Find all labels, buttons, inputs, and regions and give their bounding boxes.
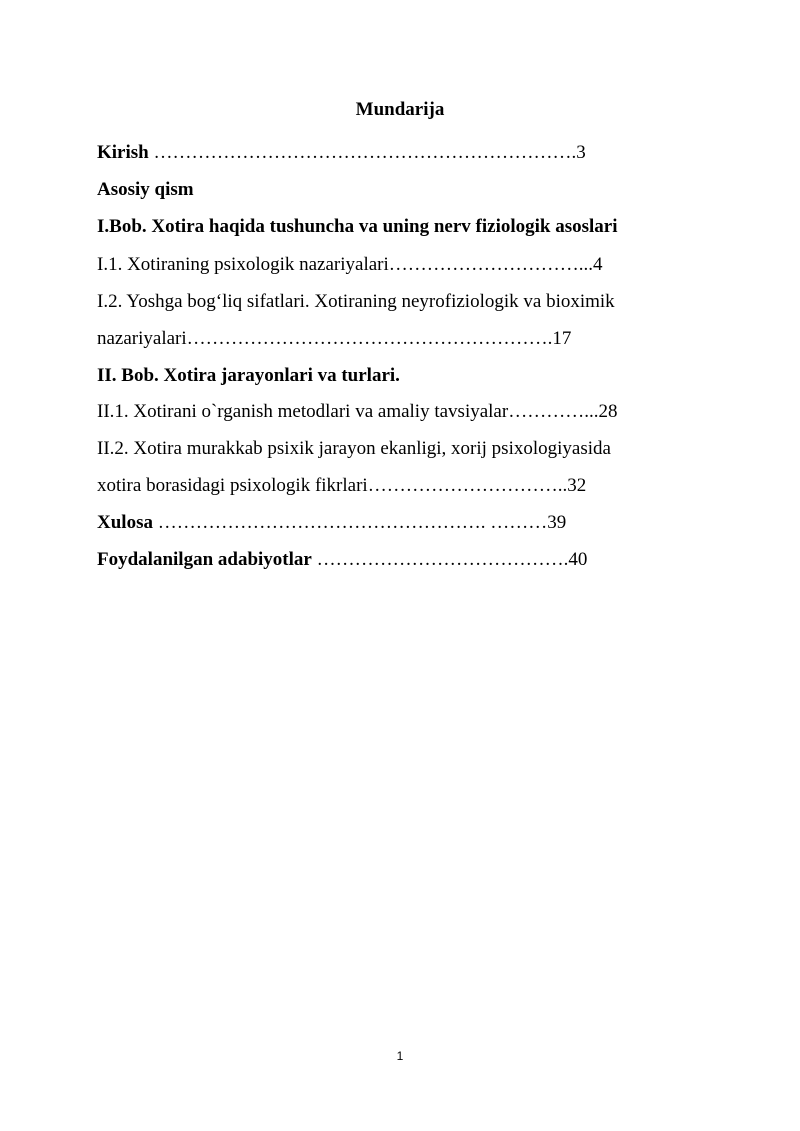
- toc-entry-chapter-1: [97, 215, 618, 239]
- toc-entry-foydalanilgan-adabiyotlar: [97, 548, 587, 572]
- toc-entry-label: Foydalanilgan adabiyotlar: [97, 549, 312, 570]
- toc-entry-label: II.1. Xotirani o`rganish metodlari va amaliy tavsiyalar: [97, 401, 509, 422]
- toc-entry-kirish: [97, 141, 586, 165]
- page-number: 1: [396, 1049, 404, 1063]
- toc-entry-xulosa: [97, 511, 566, 535]
- toc-entry-leader: ………………………………………………………….3: [148, 142, 586, 163]
- toc-entry-label: Asosiy qism: [97, 179, 194, 200]
- toc-entry-label: I.1. Xotiraning psixologik nazariyalari: [97, 254, 389, 275]
- toc-entry-leader: ………………………………….40: [311, 549, 588, 570]
- toc-entry-leader: ……………………………………………. ………39: [152, 512, 567, 533]
- toc-entry-section-1-2-cont: [97, 327, 571, 351]
- toc-entry-label: Kirish: [97, 142, 149, 163]
- toc-entry-leader: …………………………..32: [367, 475, 587, 496]
- toc-entry-label: II. Bob. Xotira jarayonlari va turlari.: [97, 365, 400, 386]
- toc-entry-label: xotira borasidagi psixologik fikrlari: [97, 475, 368, 496]
- toc-entry-section-2-2-cont: [97, 474, 586, 498]
- toc-entry-label: II.2. Xotira murakkab psixik jarayon ekanligi, xorij psixologiyasida: [97, 438, 611, 459]
- toc-entry-leader: …………...28: [508, 401, 618, 422]
- toc-entry-leader: ………………………………………………….17: [186, 328, 572, 349]
- toc-entry-section-2-1: [97, 400, 617, 424]
- page-title: Mundarija: [355, 99, 445, 120]
- toc-entry-label: Xulosa: [97, 512, 153, 533]
- toc-entry-chapter-2: [97, 364, 400, 388]
- toc-entry-section-1-2: [97, 290, 615, 314]
- toc-entry-label: I.2. Yoshga bog‘liq sifatlari. Xotiraning neyrofiziologik va bioximik: [97, 291, 615, 312]
- toc-entry-label: I.Bob. Xotira haqida tushuncha va uning nerv fiziologik asoslari: [97, 216, 618, 237]
- toc-entry-leader: …………………………...4: [388, 254, 603, 275]
- toc-entry-asosiy-qism: [97, 178, 194, 202]
- toc-entry-label: nazariyalari: [97, 328, 187, 349]
- toc-entry-section-2-2: [97, 437, 611, 461]
- toc-entry-section-1-1: [97, 253, 603, 277]
